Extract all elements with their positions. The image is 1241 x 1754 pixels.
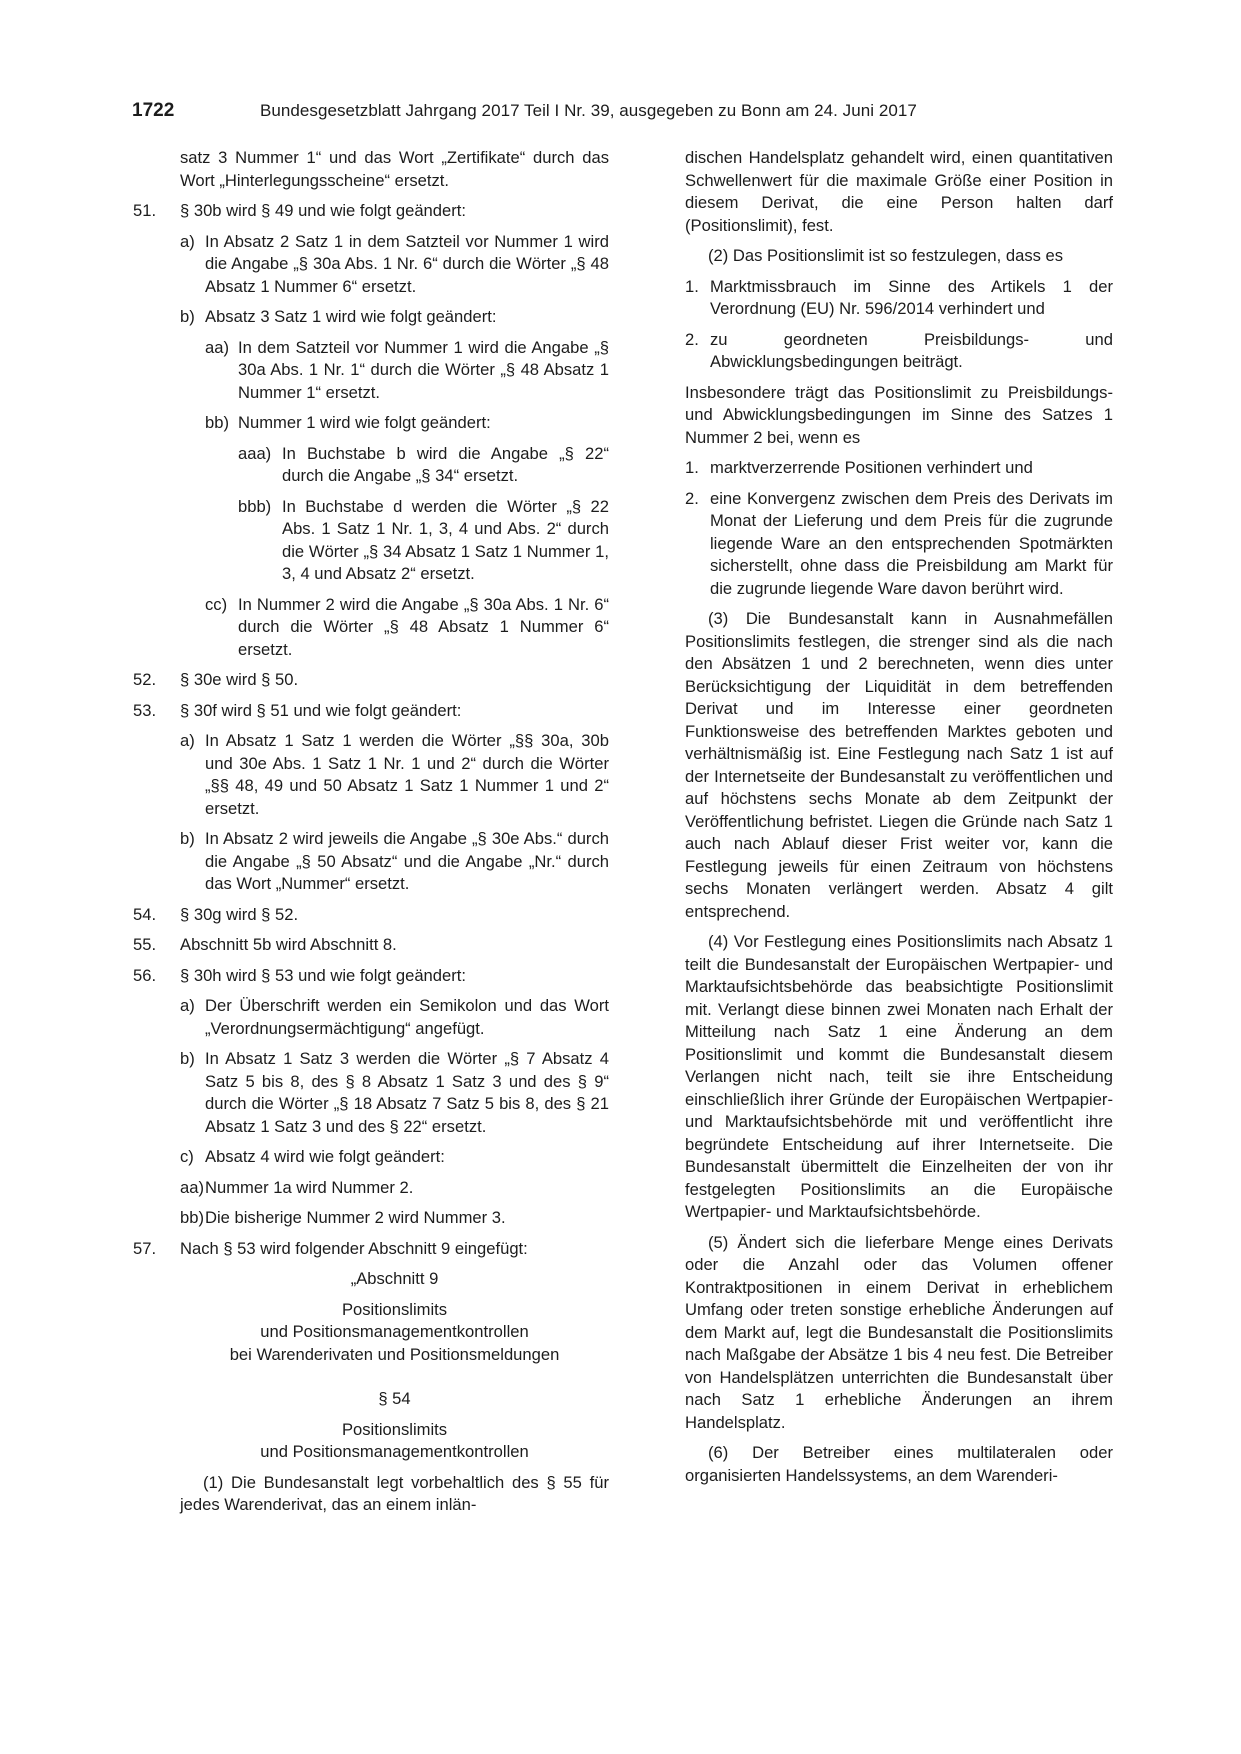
list-item bbox=[685, 329, 1113, 374]
item-text: eine Konvergenz zwischen dem Preis des Derivats im Monat der Lieferung und dem Preis für die zugrunde liegende Ware an den entsprechenden Spotmärkten sicherstellt, ohne dass die Preisbildung am Markt für die zugrunde liegende Ware davon berührt wird. bbox=[710, 488, 1113, 598]
list-item bbox=[180, 306, 609, 329]
item-text: Abschnitt 5b wird Abschnitt 8. bbox=[180, 935, 397, 954]
right-column bbox=[685, 147, 1113, 1495]
item-marker: 53. bbox=[133, 700, 157, 720]
paragraph-title: und Positionsmanagementkontrollen bbox=[260, 1442, 529, 1461]
paragraph-text: dischen Handelsplatz gehandelt wird, einen quantitativen Schwellenwert für die maximale Größe einer Position in diesem Derivat, die eine Person halten darf (Positionslimit), fest. bbox=[685, 148, 1113, 235]
continuation-text: satz 3 Nummer 1“ und das Wort „Zertifikate“ durch das Wort „Hinterlegungsscheine“ ersetzt. bbox=[180, 148, 609, 190]
item-marker: aa) bbox=[180, 1177, 204, 1197]
list-item bbox=[180, 730, 609, 820]
paragraph-text: (2) Das Positionslimit ist so festzulegen, dass es bbox=[708, 246, 1064, 265]
page-header bbox=[132, 100, 992, 126]
list-item bbox=[205, 337, 609, 405]
item-text: In Buchstabe b wird die Angabe „§ 22“ durch die Angabe „§ 34“ ersetzt. bbox=[282, 443, 609, 485]
list-item bbox=[133, 934, 609, 957]
paragraph-text: (4) Vor Festlegung eines Positionslimits nach Absatz 1 teilt die Bundesanstalt der Europäischen Wertpapier- und Marktaufsichtsbehörde das beabsichtigte Positionslimit mit. Verlangt diese binnen zwei Monaten nach Erhalt der Mitteilung nach Satz 1 eine Änderung an dem Positionslimit und kommt die Bundesanstalt diesem Verlangen nicht nach, teilt sie ihre Entscheidung einschließlich ihrer Gründe der Europäischen Wertpapier- und Marktaufsichtsbehörde mit und veröffentlicht ihre begründete Entscheidung auf ihrer Internetseite. Die Bundesanstalt übermittelt die Einzelheiten der von ihr festgelegten Positionslimits an die Europäische Wertpapier- und Marktaufsichtsbehörde. bbox=[685, 932, 1113, 1221]
section-title: bei Warenderivaten und Positionsmeldungen bbox=[229, 1344, 560, 1364]
list-item bbox=[180, 1207, 609, 1230]
item-text: In Buchstabe d werden die Wörter „§ 22 Abs. 1 Satz 1 Nr. 1, 3, 4 und Abs. 2“ durch die Wörter „§ 34 Absatz 1 Satz 1 Nummer 1, 3, 4 und Absatz 2“ ersetzt. bbox=[282, 496, 609, 583]
item-text: Nach § 53 wird folgender Abschnitt 9 eingefügt: bbox=[180, 1238, 528, 1258]
paragraph-text: (5) Ändert sich die lieferbare Menge eines Derivats oder die Anzahl oder das Volumen offener Kontraktpositionen in einem Derivat in erheblichem Umfang oder treten sonstige erhebliche Änderungen auf dem Markt auf, legt die Bundesanstalt die Positionslimits nach Maßgabe der Absätze 1 bis 4 neu fest. Die Betreiber von Handelsplätzen unterrichten die Bundesanstalt über nach Satz 1 erhebliche Änderungen an ihrem Handelsplatz. bbox=[685, 1232, 1113, 1432]
paragraph-text: Insbesondere trägt das Positionslimit zu Preisbildungs- und Abwicklungsbedingungen im Sinne des Satzes 1 Nummer 2 bei, wenn es bbox=[685, 382, 1113, 447]
item-text: § 30h wird § 53 und wie folgt geändert: bbox=[180, 965, 466, 985]
list-item bbox=[238, 443, 609, 488]
item-text: § 30f wird § 51 und wie folgt geändert: bbox=[180, 700, 462, 720]
item-marker: b) bbox=[180, 307, 195, 326]
list-item bbox=[133, 904, 609, 927]
paragraph-text: (6) Der Betreiber eines multilateralen oder organisierten Handelssystems, an dem Warenderi- bbox=[685, 1443, 1113, 1485]
list-item bbox=[180, 1048, 609, 1138]
item-text: In Absatz 1 Satz 3 werden die Wörter „§ 7 Absatz 4 Satz 5 bis 8, des § 8 Absatz 1 Satz 3 und des § 9“ durch die Wörter „§ 18 Absatz 7 Satz 5 bis 8, des § 21 Absatz 1 Satz 3 und des § 22“ ersetzt. bbox=[205, 1049, 609, 1136]
list-item bbox=[180, 1146, 609, 1169]
paragraph-title: Positionslimits bbox=[341, 1419, 448, 1439]
list-item bbox=[205, 412, 609, 435]
item-marker: bb) bbox=[205, 413, 229, 432]
item-marker: a) bbox=[180, 731, 195, 750]
list-item bbox=[133, 200, 609, 223]
item-text: § 30b wird § 49 und wie folgt geändert: bbox=[180, 201, 466, 220]
list-item bbox=[238, 496, 609, 586]
item-marker: 57. bbox=[133, 1238, 157, 1258]
left-column bbox=[133, 147, 609, 1525]
list-item bbox=[133, 700, 609, 723]
item-text: In Absatz 1 Satz 1 werden die Wörter „§§ 30a, 30b und 30e Abs. 1 Satz 1 Nr. 1 und 2“ durch die Wörter „§§ 48, 49 und 50 Absatz 1 Satz 1 Nummer 1 und 2“ ersetzt. bbox=[205, 731, 609, 818]
item-text: § 30g wird § 52. bbox=[180, 904, 299, 924]
list-item bbox=[685, 457, 1113, 480]
item-marker: 2. bbox=[685, 329, 699, 349]
item-text: Marktmissbrauch im Sinne des Artikels 1 der Verordnung (EU) Nr. 596/2014 verhindert und bbox=[710, 276, 1113, 318]
item-marker: 2. bbox=[685, 488, 699, 508]
item-marker: 55. bbox=[133, 935, 157, 954]
item-marker: b) bbox=[180, 1049, 195, 1068]
item-marker: 54. bbox=[133, 904, 157, 924]
list-item bbox=[133, 1238, 609, 1261]
list-item bbox=[685, 488, 1113, 601]
item-marker: bb) bbox=[180, 1208, 204, 1227]
item-text: In Nummer 2 wird die Angabe „§ 30a Abs. 1 Nr. 6“ durch die Wörter „§ 48 Absatz 1 Nummer 6“ ersetzt. bbox=[238, 594, 609, 659]
section-heading: „Abschnitt 9 bbox=[350, 1269, 439, 1288]
list-item bbox=[180, 1177, 609, 1200]
item-marker: 56. bbox=[133, 965, 157, 985]
paragraph-heading: § 54 bbox=[378, 1389, 411, 1408]
list-item bbox=[133, 965, 609, 988]
item-marker: b) bbox=[180, 829, 195, 848]
item-marker: a) bbox=[180, 996, 195, 1015]
list-item bbox=[205, 594, 609, 662]
item-marker: aaa) bbox=[238, 443, 272, 463]
item-text: Absatz 4 wird wie folgt geändert: bbox=[205, 1147, 445, 1166]
item-marker: 1. bbox=[685, 276, 699, 296]
item-marker: cc) bbox=[205, 594, 228, 614]
item-text: Nummer 1 wird wie folgt geändert: bbox=[238, 413, 491, 432]
item-text: zu geordneten Preisbildungs- und Abwicklungsbedingungen beiträgt. bbox=[710, 329, 1113, 371]
item-marker: a) bbox=[180, 231, 195, 251]
section-title: und Positionsmanagementkontrollen bbox=[260, 1322, 529, 1341]
list-item bbox=[133, 669, 609, 692]
list-item bbox=[685, 276, 1113, 321]
list-item bbox=[180, 995, 609, 1040]
item-text: In Absatz 2 wird jeweils die Angabe „§ 30e Abs.“ durch die Angabe „§ 50 Absatz“ und die Angabe „Nr.“ durch das Wort „Nummer“ ersetzt. bbox=[205, 829, 609, 893]
page-number: 1722 bbox=[132, 100, 175, 121]
item-marker: bbb) bbox=[238, 496, 272, 516]
item-text: In Absatz 2 Satz 1 in dem Satzteil vor Nummer 1 wird die Angabe „§ 30a Abs. 1 Nr. 6“ durch die Wörter „§ 48 Absatz 1 Nummer 6“ ersetzt. bbox=[205, 231, 609, 296]
item-text: Die bisherige Nummer 2 wird Nummer 3. bbox=[205, 1208, 506, 1227]
item-text: In dem Satzteil vor Nummer 1 wird die Angabe „§ 30a Abs. 1 Nr. 1“ durch die Wörter „§ 48 Absatz 1 Nummer 1“ ersetzt. bbox=[238, 337, 609, 402]
item-text: Der Überschrift werden ein Semikolon und das Wort „Verordnungsermächtigung“ angefügt. bbox=[205, 996, 609, 1038]
item-text: § 30e wird § 50. bbox=[180, 670, 299, 689]
list-item bbox=[180, 231, 609, 299]
list-item bbox=[180, 828, 609, 896]
item-marker: aa) bbox=[205, 337, 229, 357]
item-text: marktverzerrende Positionen verhindert und bbox=[710, 458, 1033, 477]
item-text: Nummer 1a wird Nummer 2. bbox=[205, 1177, 414, 1197]
paragraph-text: (1) Die Bundesanstalt legt vorbehaltlich des § 55 für jedes Warenderivat, das an einem inlän- bbox=[180, 1472, 609, 1514]
item-text: Absatz 3 Satz 1 wird wie folgt geändert: bbox=[205, 307, 497, 326]
section-title: Positionslimits bbox=[341, 1299, 448, 1319]
running-title: Bundesgesetzblatt Jahrgang 2017 Teil I Nr. 39, ausgegeben zu Bonn am 24. Juni 2017 bbox=[260, 101, 917, 120]
item-marker: 1. bbox=[685, 458, 699, 477]
item-marker: 52. bbox=[133, 670, 157, 689]
paragraph-text: (3) Die Bundesanstalt kann in Ausnahmefällen Positionslimits festlegen, die strenger sind als die nach den Absätzen 1 und 2 berechneten, wenn dies unter Berücksichtigung der Liquidität in dem betreffenden Derivat und im Interesse einer geordneten Funktionsweise des betreffenden Marktes geboten und verhältnismäßig ist. Eine Festlegung nach Satz 1 ist auf der Internetseite der Bundesanstalt zu veröffentlichen und auf höchstens sechs Monate ab dem Zeitpunkt der Veröffentlichung befristet. Liegen die Gründe nach Satz 1 auch nach Ablauf dieser Frist weiter vor, kann die Festlegung jeweils für einen Zeitraum von höchstens sechs Monaten verlängert werden. Absatz 4 gilt entsprechend. bbox=[685, 609, 1113, 921]
item-marker: c) bbox=[180, 1147, 194, 1166]
item-marker: 51. bbox=[133, 201, 157, 220]
